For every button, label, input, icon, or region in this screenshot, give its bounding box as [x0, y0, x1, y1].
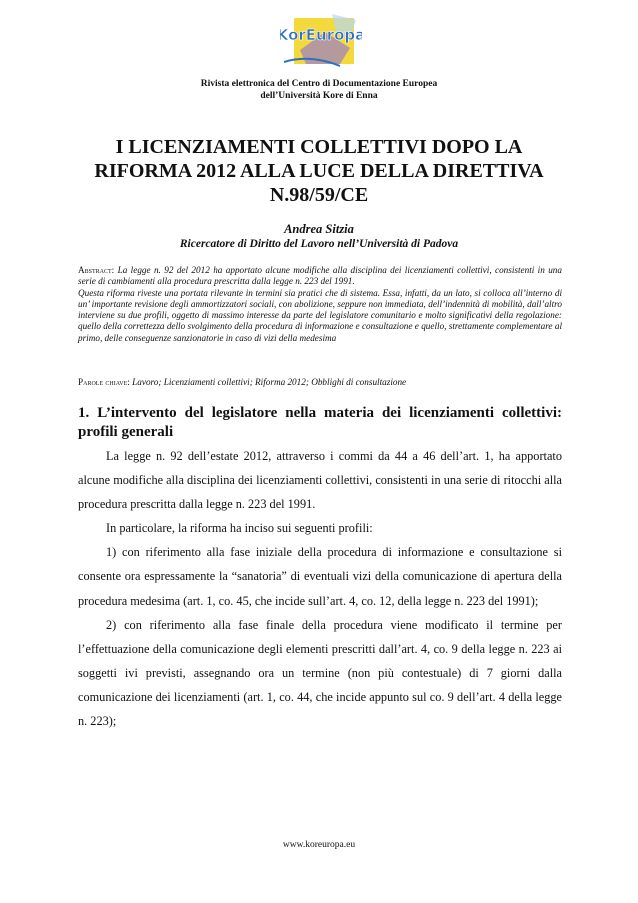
- keywords-text: Lavoro; Licenziamenti collettivi; Riforma 2012; Obblighi di consultazione: [132, 377, 407, 387]
- journal-institution: dell’Università Kore di Enna: [260, 91, 378, 101]
- abstract-label: Abstract:: [78, 265, 115, 275]
- keywords-label: Parole chiave:: [78, 377, 130, 387]
- section-heading: 1. L’intervento del legislatore nella materia dei licenziamenti collettivi: profili generali: [78, 405, 562, 440]
- footer-url[interactable]: www.koreuropa.eu: [282, 840, 356, 850]
- title-line-2: RIFORMA 2012 ALLA LUCE DELLA DIRETTIVA: [94, 160, 544, 182]
- title-line-1: I LICENZIAMENTI COLLETTIVI DOPO LA: [115, 136, 523, 158]
- svg-text:KorEuropa: KorEuropa: [280, 26, 362, 44]
- body-paragraph: 1) con riferimento alla fase iniziale della procedura di informazione e consultazione si consente ora espressamente la “sanatoria” di eventuali vizi della comunicazione di apertura della procedura medesima (art. 1, co. 45, che incide sull’art. 4, co. 12, della legge n. 223 del 1991);: [78, 545, 562, 608]
- body-text: [78, 444, 562, 733]
- abstract-paragraph-1: La legge n. 92 del 2012 ha apportato alcune modifiche alla disciplina dei licenziamenti collettivi, consistenti in una serie di cambiamenti alla procedura prescritta dalla legge n. 223 del 1991.: [78, 265, 562, 287]
- koreuropa-logo: [280, 10, 362, 72]
- journal-header: [0, 78, 638, 102]
- keywords: [78, 377, 562, 389]
- title-line-3: N.98/59/CE: [269, 184, 369, 206]
- author-name: Andrea Sitzia: [284, 222, 354, 236]
- author-affiliation: Ricercatore di Diritto del Lavoro nell’Università di Padova: [179, 238, 459, 250]
- paper-title: [40, 135, 598, 207]
- abstract: [78, 265, 562, 344]
- body-paragraph: In particolare, la riforma ha inciso sui seguenti profili:: [106, 521, 373, 536]
- abstract-paragraph-2: Questa riforma riveste una portata rilevante in termini sia pratici che di sistema. Essa, infatti, da un lato, si colloca all’interno di un’ importante revisione degli ammortizzatori sociali, con abolizione, seppure non immediata, dell’indennità di mobilità, dall’altro interviene su due profili, oggetto di massimo interesse da parte del legislatore comunitario e molto significativi della regolazione: quello della correttezza dello svolgimento della procedura di informazione e consultazione e quello, strettamente complementare al primo, delle conseguenze sanzionatorie in caso di vizi della medesima: [78, 287, 562, 343]
- body-paragraph: La legge n. 92 dell’estate 2012, attraverso i commi da 44 a 46 dell’art. 1, ha apportato alcune modifiche alla disciplina dei licenziamenti collettivi, consistenti in una serie di ritocchi alla procedura prescritta dalla legge n. 223 del 1991.: [78, 449, 562, 512]
- journal-name: Rivista elettronica del Centro di Documentazione Europea: [200, 79, 438, 89]
- body-paragraph: 2) con riferimento alla fase finale della procedura viene modificato il termine per l’effettuazione della comunicazione degli elementi prescritti dall’art. 4, co. 9 della legge n. 223 ai soggetti ivi previsti, assegnando ora un termine (non più contestuale) di 7 giorni dalla comunicazione dei licenziamenti (art. 1, co. 44, che incide appunto sul co. 9 dell’art. 4 della legge n. 223);: [78, 617, 562, 729]
